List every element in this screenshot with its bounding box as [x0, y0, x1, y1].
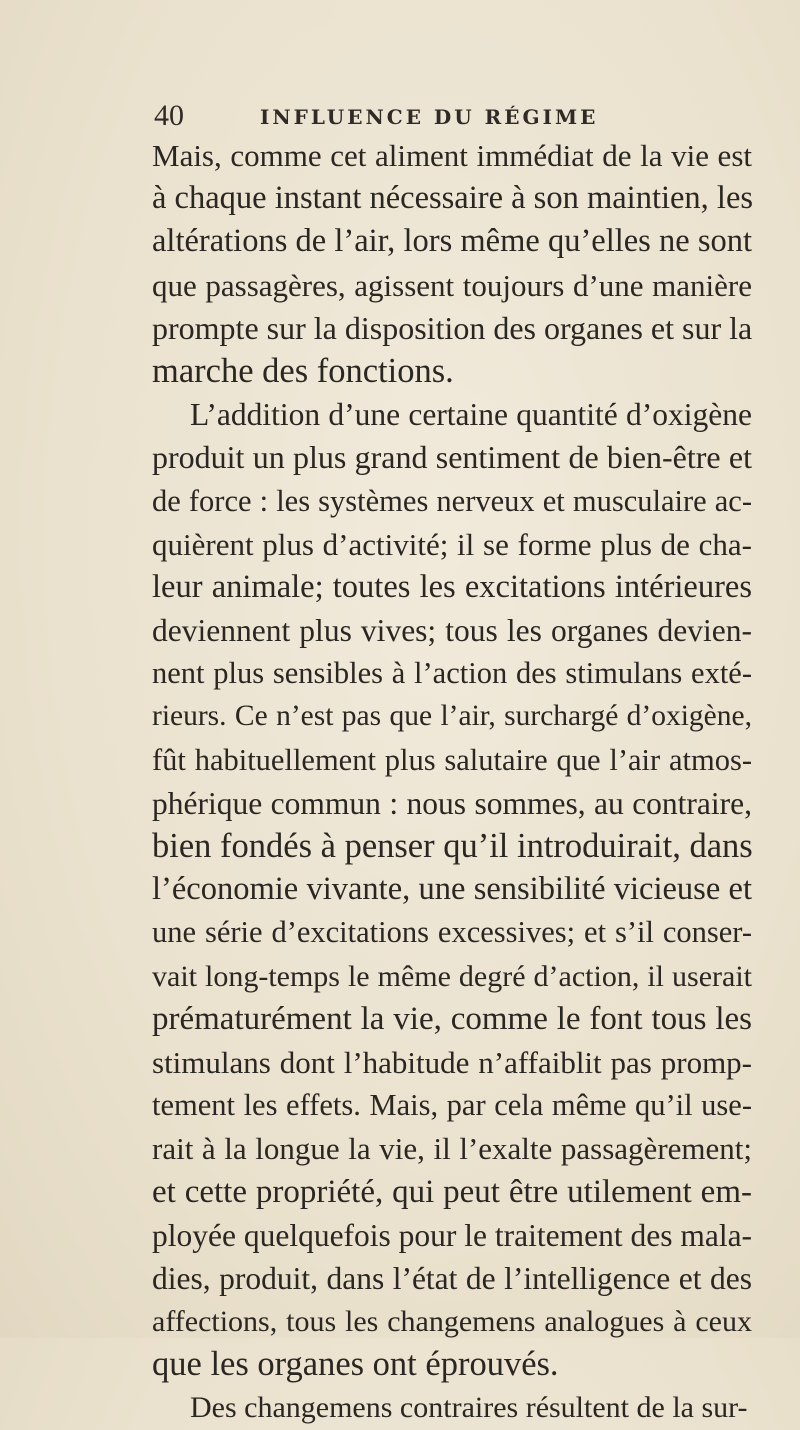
text-line: fût habituellement plus salutaire que l’air atmos- [152, 742, 752, 777]
page-number: 40 [154, 99, 184, 132]
text-line: deviennent plus vives; tous les organes devien- [152, 613, 752, 649]
text-line: prématurément la vie, comme le font tous les [152, 1000, 752, 1037]
text-line: l’économie vivante, une sensibilité vicieuse et [152, 871, 752, 908]
text-line: phérique commun : nous sommes, au contraire, [152, 785, 752, 821]
text-line: de force : les systèmes nerveux et musculaire ac- [152, 483, 752, 518]
text-line: quièrent plus d’activité; il se forme plus de cha- [152, 526, 752, 562]
text-line: produit un plus grand sentiment de bien-être et [152, 439, 752, 476]
text-line: marche des fonctions. [152, 351, 454, 390]
text-line: tement les effets. Mais, par cela même qu’il use- [152, 1088, 752, 1123]
running-head [152, 98, 752, 134]
text-line: Mais, comme cet aliment immédiat de la vie est [152, 138, 752, 173]
text-line: Des changemens contraires résultent de la sur- [190, 1391, 748, 1425]
text-line: L’addition d’une certaine quantité d’oxigène [190, 397, 752, 433]
text-line: vait long-temps le même degré d’action, il userait [152, 959, 752, 993]
text-line: stimulans dont l’habitude n’affaiblit pas promp- [152, 1044, 752, 1080]
text-line: altérations de l’air, lors même qu’elles ne sont [152, 223, 752, 260]
text-line: bien fondés à penser qu’il introduirait, dans [152, 827, 753, 865]
text-line: rait à la longue la vie, il l’exalte passagèrement; [152, 1131, 752, 1167]
text-line: une série d’excitations excessives; et s’il conser- [152, 915, 752, 950]
text-line: prompte sur la disposition des organes et sur la [152, 309, 753, 346]
text-line: leur animale; toutes les excitations intérieures [152, 568, 752, 605]
text-line: ployée quelquefois pour le traitement des mala- [152, 1217, 753, 1253]
text-line: à chaque instant nécessaire à son maintien, les [152, 180, 754, 217]
text-line: que les organes ont éprouvés. [152, 1345, 559, 1384]
text-line: et cette propriété, qui peut être utilement em- [152, 1173, 752, 1210]
text-line: affections, tous les changemens analogues à ceux [152, 1305, 752, 1339]
text-line: que passagères, agissent toujours d’une manière [152, 267, 752, 303]
text-line: dies, produit, dans l’état de l’intelligence et des [152, 1260, 752, 1296]
running-title: INFLUENCE DU RÉGIME [260, 105, 599, 129]
text-line: nent plus sensibles à l’action des stimulans exté- [152, 656, 752, 691]
text-line: rieurs. Ce n’est pas que l’air, surchargé d’oxigène, [152, 700, 752, 733]
body-text [152, 134, 752, 1430]
